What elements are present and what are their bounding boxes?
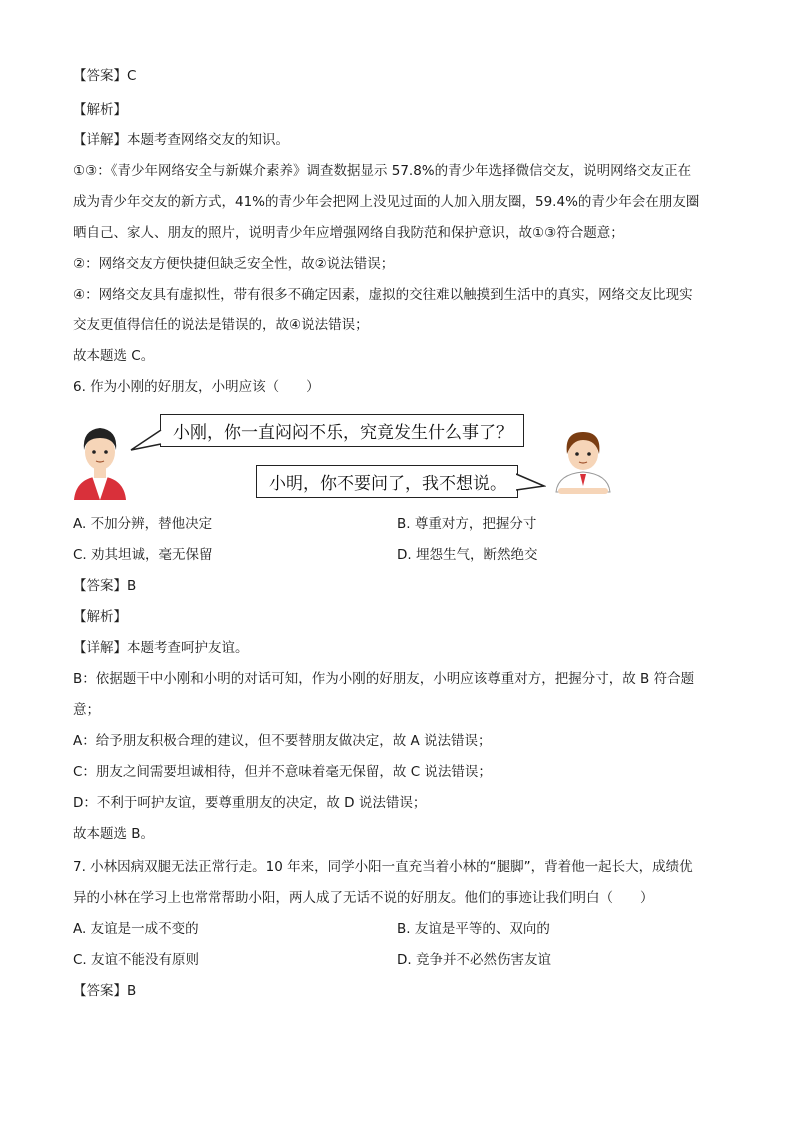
q7-option-d: D. 竞争并不必然伤害友谊 bbox=[397, 952, 551, 968]
boy-white-shirt-icon bbox=[548, 426, 618, 496]
speech-bubble-text: 小刚，你一直闷闷不乐，究竟发生什么事了？ bbox=[173, 423, 513, 443]
q7-stem-line: 7. 小林因病双腿无法正常行走。10 年来，同学小阳一直充当着小林的“腿脚”，背着他一起长大，成绩优 bbox=[73, 859, 693, 875]
q7-option-a: A. 友谊是一成不变的 bbox=[73, 921, 199, 937]
q6-detail-line: 意； bbox=[73, 702, 100, 718]
q7-option-c: C. 友谊不能没有原则 bbox=[73, 952, 200, 968]
q6-answer: 【答案】B bbox=[73, 578, 137, 594]
q5-answer: 【答案】C bbox=[73, 68, 137, 84]
boy-xiaoming-figure bbox=[548, 426, 618, 496]
q6-option-b: B. 尊重对方，把握分寸 bbox=[397, 516, 537, 532]
q5-detail-line: 成为青少年交友的新方式，41%的青少年会把网上没见过面的人加入朋友圈，59.4%的青少年会在朋友圈 bbox=[73, 194, 700, 210]
q6-detail-line: D：不利于呵护友谊，要尊重朋友的决定，故 D 说法错误； bbox=[73, 795, 427, 811]
q6-detail-line: A：给予朋友积极合理的建议，但不要替朋友做决定，故 A 说法错误； bbox=[73, 733, 492, 749]
q6-conclusion: 故本题选 B。 bbox=[73, 826, 155, 842]
q5-detail-line: ②：网络交友方便快捷但缺乏安全性，故②说法错误； bbox=[73, 256, 395, 272]
q7-answer: 【答案】B bbox=[73, 983, 137, 999]
q6-option-d: D. 埋怨生气，断然绝交 bbox=[397, 547, 538, 563]
speech-bubble-tail bbox=[516, 472, 546, 492]
q5-detail-line: ①③：《青少年网络安全与新媒介素养》调查数据显示 57.8%的青少年选择微信交友，说明网络交友正在 bbox=[73, 163, 692, 179]
q5-detail-line: 晒自己、家人、朋友的照片，说明青少年应增强网络自我防范和保护意识，故①③符合题意； bbox=[73, 225, 624, 241]
q6-detail-line: 【详解】本题考查呵护友谊。 bbox=[73, 640, 249, 656]
boy-red-shirt-icon bbox=[70, 420, 130, 500]
q6-option-c: C. 劝其坦诚，毫无保留 bbox=[73, 547, 213, 563]
q6-detail-line: B：依据题干中小刚和小明的对话可知，作为小刚的好朋友，小明应该尊重对方，把握分寸，故 B 符合题 bbox=[73, 671, 695, 687]
q5-analysis-label: 【解析】 bbox=[73, 102, 127, 118]
q5-detail-line: 【详解】本题考查网络交友的知识。 bbox=[73, 132, 289, 148]
speech-bubble-xiaogang bbox=[256, 465, 518, 498]
q6-stem: 6. 作为小刚的好朋友，小明应该（ ） bbox=[73, 379, 320, 395]
speech-bubble-text: 小明，你不要问了，我不想说。 bbox=[269, 474, 507, 494]
speech-bubble-tail bbox=[130, 430, 163, 452]
q5-detail-line: ④：网络交友具有虚拟性，带有很多不确定因素，虚拟的交往难以触摸到生活中的真实，网络交友比现实 bbox=[73, 287, 693, 303]
q5-detail-line: 交友更值得信任的说法是错误的，故④说法错误； bbox=[73, 317, 369, 333]
speech-bubble-xiaoming bbox=[160, 414, 524, 447]
boy-xiaogang-figure bbox=[70, 420, 130, 500]
q7-option-b: B. 友谊是平等的、双向的 bbox=[397, 921, 550, 937]
q6-detail-line: C：朋友之间需要坦诚相待，但并不意味着毫无保留，故 C 说法错误； bbox=[73, 764, 492, 780]
q5-conclusion: 故本题选 C。 bbox=[73, 348, 155, 364]
q7-stem-line: 异的小林在学习上也常常帮助小阳，两人成了无话不说的好朋友。他们的事迹让我们明白（ ） bbox=[73, 890, 654, 906]
q6-analysis-label: 【解析】 bbox=[73, 609, 127, 625]
q6-option-a: A. 不加分辨，替他决定 bbox=[73, 516, 213, 532]
